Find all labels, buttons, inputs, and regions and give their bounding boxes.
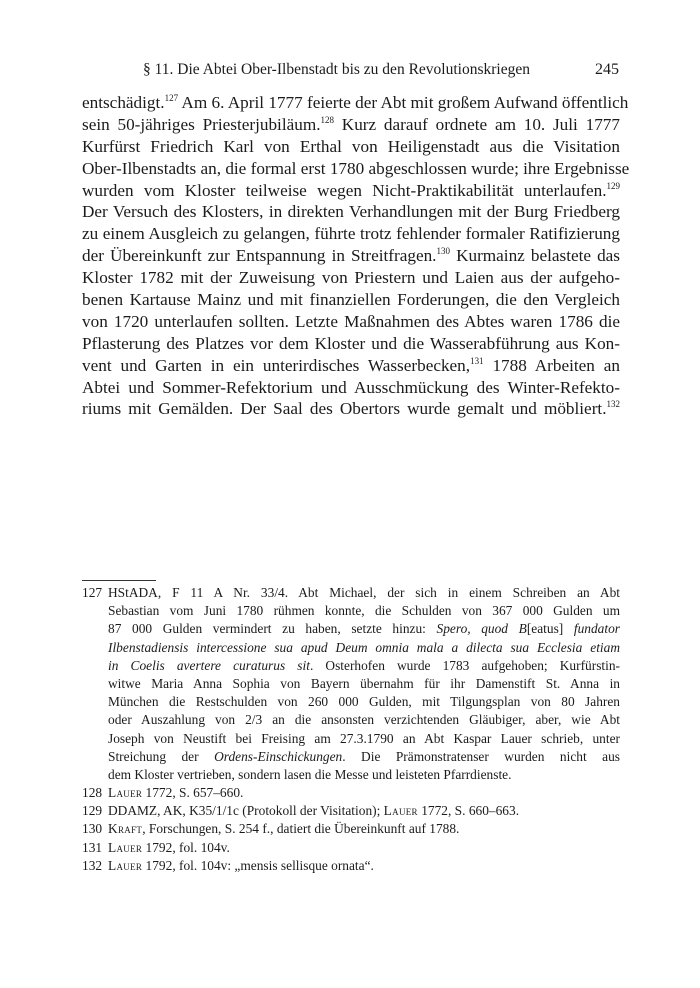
footnote-ref[interactable]: 127 bbox=[164, 93, 179, 103]
footnote-line: 87 000 Gulden vermindert zu haben, setzte hinzu: Spero, quod B[eatus] fundator bbox=[108, 621, 621, 637]
footnote-line: Sebastian vom Juni 1780 rühmen konnte, die Schulden von 367 000 Gulden um bbox=[108, 603, 620, 619]
page-number: 245 bbox=[595, 61, 619, 78]
footnote-131: 131 Lauer 1792, fol. 104v. bbox=[82, 839, 620, 857]
main-text bbox=[82, 92, 630, 420]
footnote-132: 132 Lauer 1792, fol. 104v: „mensis sellisque ornata“. bbox=[82, 857, 620, 875]
footnote-ref[interactable]: 128 bbox=[320, 114, 334, 125]
footnote-ref[interactable]: 131 bbox=[470, 355, 484, 366]
author-name: Lauer bbox=[383, 803, 418, 819]
footnote-line: Streichung der Ordens-Einschickungen. Die Prämonstratenser wurden nicht aus bbox=[108, 748, 621, 764]
footnote-number: 131 bbox=[82, 839, 103, 855]
running-title: § 11. Die Abtei Ober-Ilbenstadt bis zu den Revolutionskriegen bbox=[143, 61, 530, 78]
footnote-number: 129 bbox=[82, 803, 103, 819]
text-line: von 1720 unterlaufen sollten. Letzte Maßnahmen des Abtes waren 1786 die bbox=[82, 311, 620, 331]
footnote-ref[interactable]: 132 bbox=[606, 399, 620, 410]
text-line: sein 50-jähriges Priesterjubiläum.$^{128}$ Kurz darauf ordnete am 10. Juli 1777 bbox=[82, 114, 620, 134]
text-line: Kurfürst Friedrich Karl von Erthal von Heiligenstadt aus die Visitation bbox=[82, 136, 620, 156]
footnote-separator bbox=[82, 580, 156, 581]
footnotes bbox=[82, 584, 620, 875]
footnote-line: München die Restschulden von 260 000 Gulden, mit Tilgungsplan von 80 Jahren bbox=[108, 694, 620, 710]
footnote-130: 130 Kraft, Forschungen, S. 254 f., datiert die Übereinkunft auf 1788. bbox=[82, 820, 620, 838]
footnote-line: Joseph von Neustift bei Freising am 27.3.1790 an Abt Kaspar Lauer schrieb, unter bbox=[108, 730, 620, 746]
text-line: Der Versuch des Klosters, in direkten Verhandlungen mit der Burg Friedberg bbox=[82, 202, 620, 222]
text-line: wurden vom Kloster teilweise wegen Nicht-Praktikabilität unterlaufen.$^{129}$ bbox=[82, 180, 620, 200]
text-line: vent und Garten in ein unterirdisches Wasserbecken,$^{131}$ 1788 Arbeiten an bbox=[82, 355, 620, 375]
footnote-line: Ilbenstadiensis intercessione sua apud Deum omnia mala a dilecta sua Ecclesia etiam bbox=[108, 639, 620, 655]
footnote-number: 128 bbox=[82, 785, 103, 801]
footnote-line: dem Kloster vertrieben, sondern lasen die Messe und leisteten Pfarrdienste. bbox=[108, 766, 512, 782]
text-line: zu einem Ausgleich zu gelangen, führte trotz fehlender formaler Ratifizierung bbox=[82, 224, 620, 244]
text-line: der Übereinkunft zur Entspannung in Streitfragen.$^{130}$ Kurmainz belastete das bbox=[82, 246, 620, 266]
text-line: entschädigt.$^{127}$ Am 6. April 1777 feierte der Abt mit großem Aufwand öffentlich bbox=[82, 93, 629, 112]
footnote-129: 129 DDAMZ, AK, K35/1/1c (Protokoll der Visitation); Lauer 1772, S. 660–663. bbox=[82, 802, 620, 820]
footnote-ref[interactable]: 130 bbox=[436, 246, 450, 257]
footnote-line: oder Auszahlung von 2/3 an die ansonsten verzichtenden Gläubiger, aber, wie Abt bbox=[108, 712, 620, 728]
footnote-line: in Coelis avertere curaturus sit. Osterhofen wurde 1783 aufgehoben; Kurfürstin- bbox=[108, 657, 621, 673]
footnote-128: 128 Lauer 1772, S. 657–660. bbox=[82, 784, 620, 802]
footnote-ref[interactable]: 129 bbox=[606, 180, 620, 191]
footnote-line: witwe Maria Anna Sophia von Bayern übernahm für ihr Damenstift St. Anna in bbox=[108, 675, 620, 691]
footnote-number: 132 bbox=[82, 857, 103, 873]
footnote-127 bbox=[82, 584, 620, 784]
text-line: Ober-Ilbenstadts an, die formal erst 1780 abgeschlossen wurde; ihre Ergebnisse bbox=[82, 158, 630, 178]
footnote-number: 127 bbox=[82, 585, 103, 600]
author-name: Lauer bbox=[108, 785, 143, 801]
text-line: benen Kartause Mainz und mit finanziellen Forderungen, die den Vergleich bbox=[82, 290, 620, 310]
footnote-line: HStADA, F 11 A Nr. 33/4. Abt Michael, der sich in einem Schreiben an Abt bbox=[108, 585, 620, 600]
footnote-number: 130 bbox=[82, 821, 103, 837]
author-name: Kraft bbox=[108, 821, 143, 837]
text-line: Pflasterung des Platzes vor dem Kloster und die Wasserabführung aus Kon- bbox=[82, 333, 620, 353]
author-name: Lauer bbox=[108, 857, 143, 873]
text-line: Kloster 1782 mit der Zuweisung von Priestern und Laien aus der aufgeho- bbox=[82, 268, 620, 288]
text-line: Abtei und Sommer-Refektorium und Ausschmückung des Winter-Refekto- bbox=[82, 377, 620, 397]
text-line: riums mit Gemälden. Der Saal des Obertors wurde gemalt und möbliert.$^{132}$ bbox=[82, 399, 620, 419]
author-name: Lauer bbox=[108, 839, 143, 855]
running-header bbox=[81, 61, 619, 83]
